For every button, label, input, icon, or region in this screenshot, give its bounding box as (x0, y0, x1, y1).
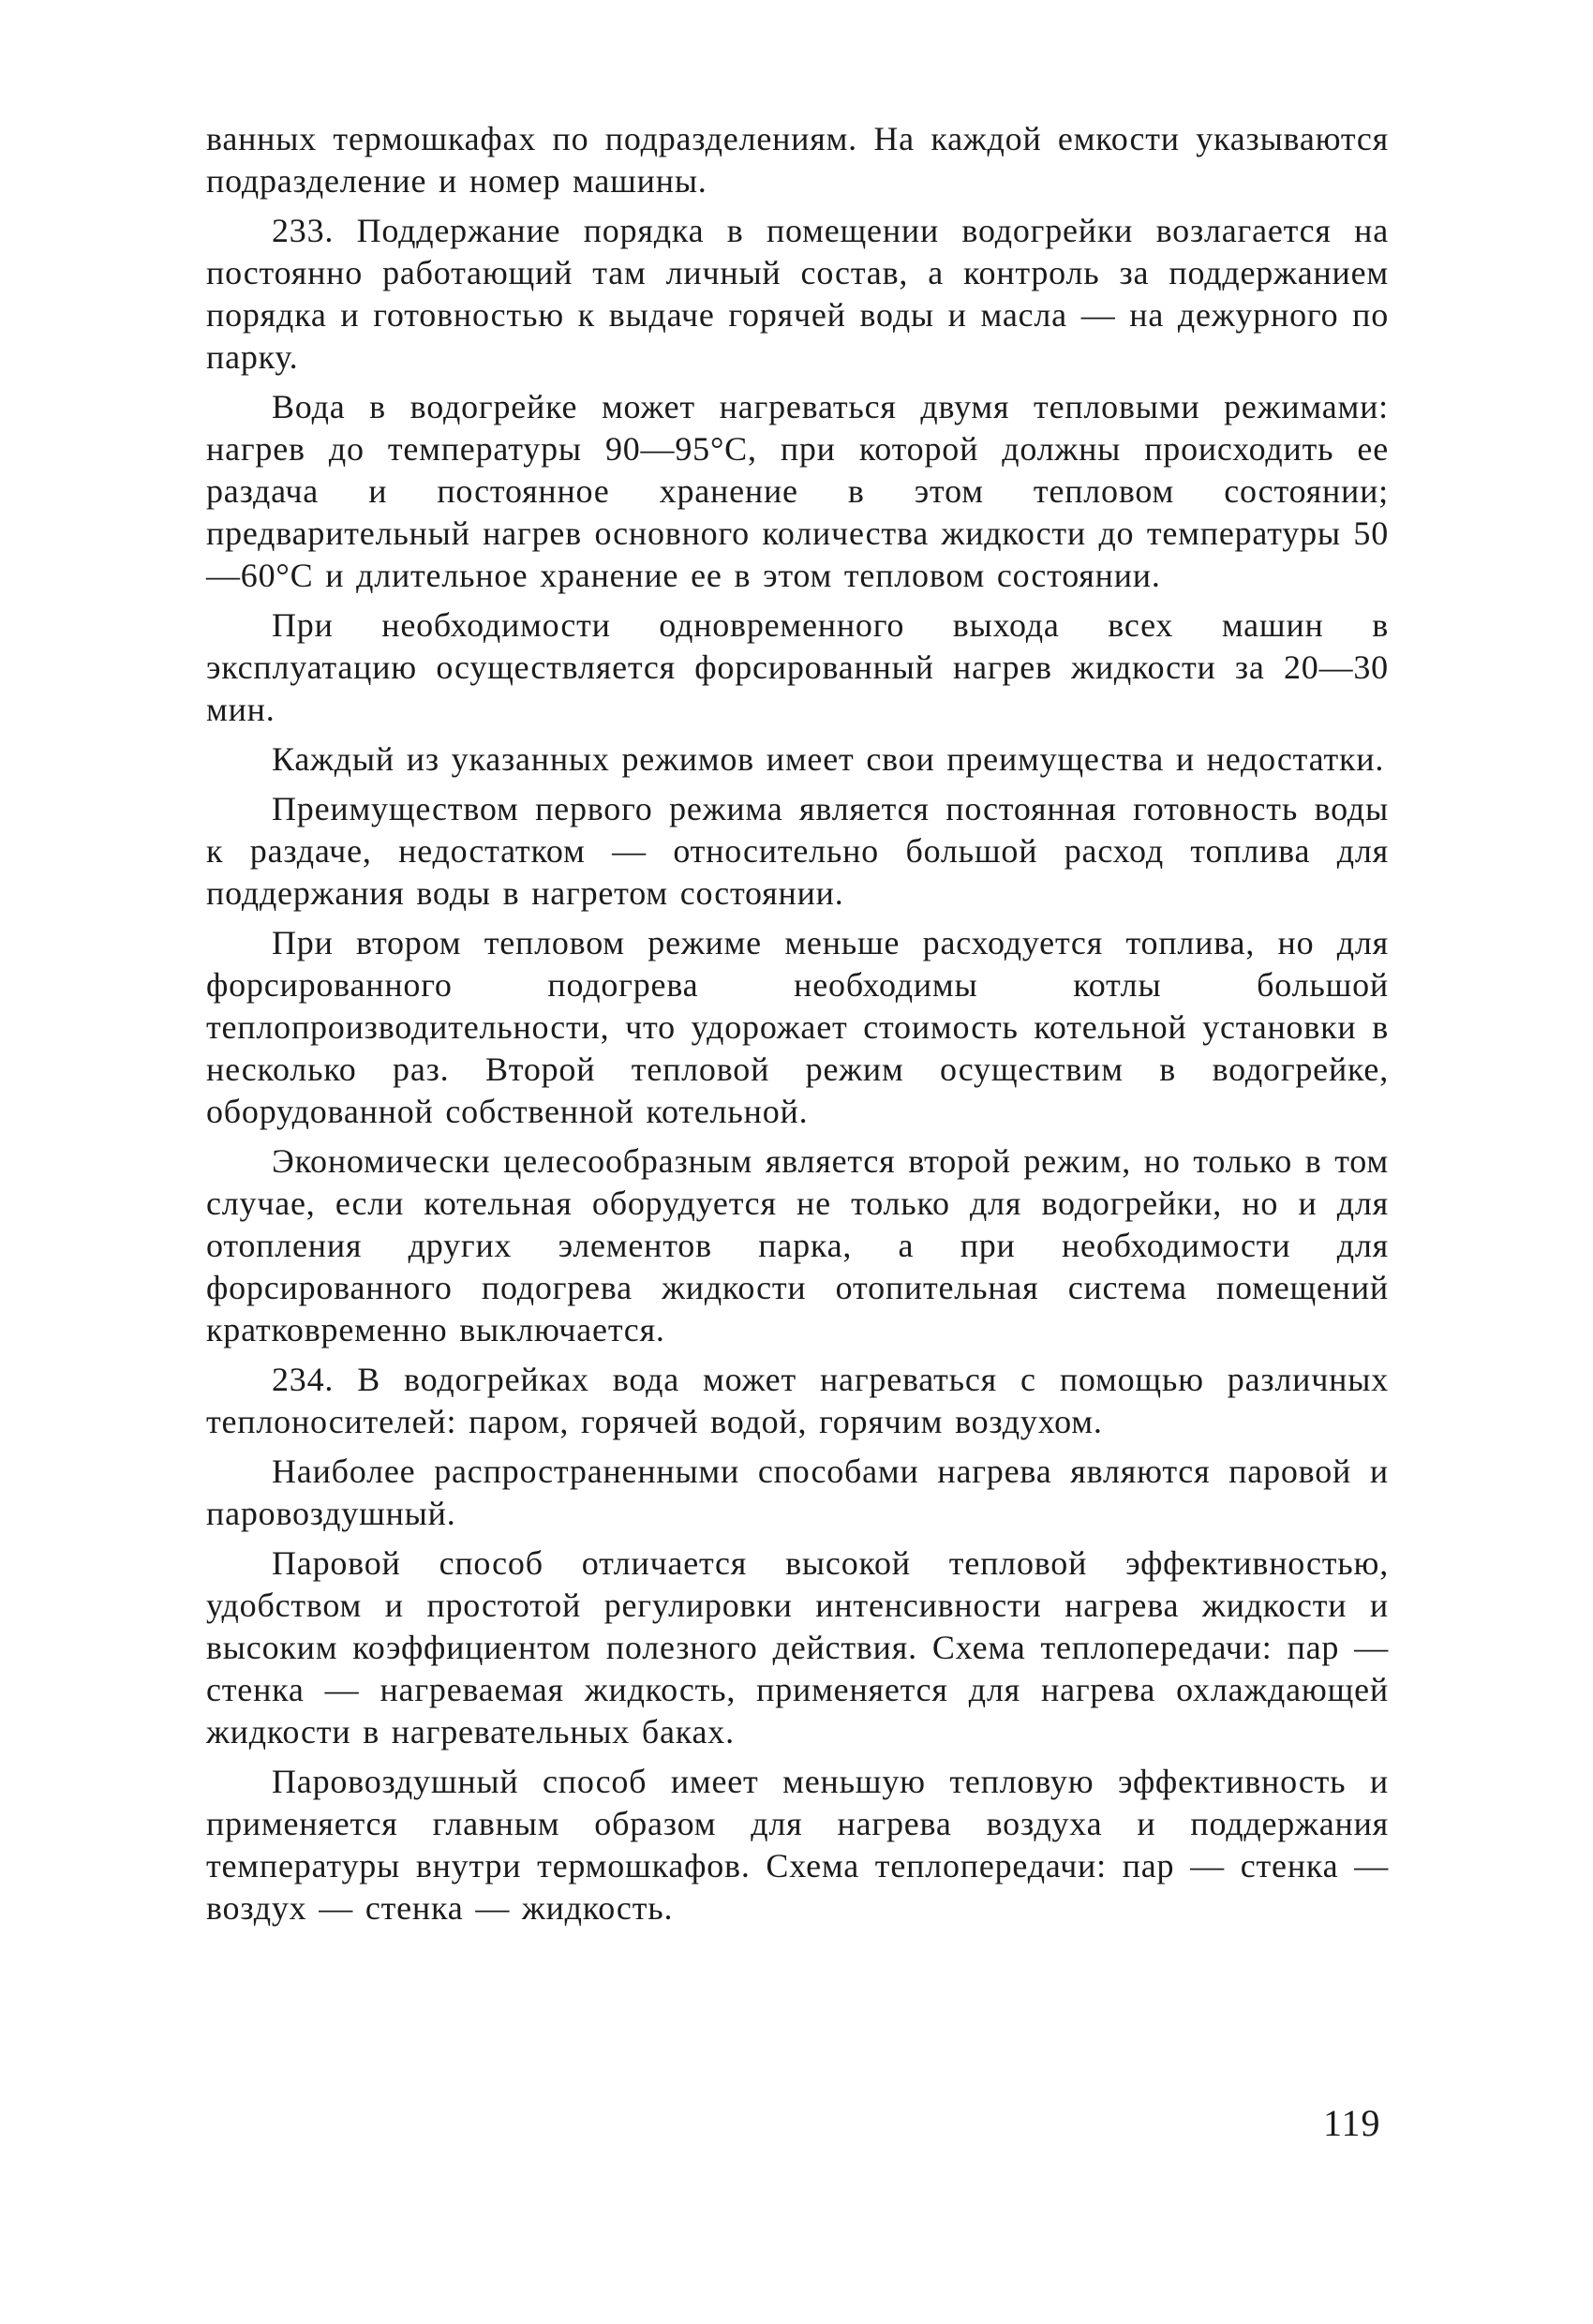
paragraph-first-mode: Преимуществом первого режима является постоянная готовность воды к раздаче, недостатком — относительно большой расход топлива для поддержания воды в нагретом состоянии. (206, 790, 1389, 912)
paragraph-modes-pros-cons: Каждый из указанных режимов имеет свои преимущества и недостатки. (272, 740, 1385, 778)
paragraph-common-methods: Наиболее распространенными способами нагрева являются паровой и паровоздушный. (206, 1452, 1389, 1532)
paragraph-steam-method: Паровой способ отличается высокой тепловой эффективностью, удобством и простотой регулировки интенсивности нагрева жидкости и высоким коэффициентом полезного действия. Схема теплопередачи: пар — стенка — нагреваемая жидкость, применяется для нагрева охлаждающей жидкости в нагревательных баках. (206, 1544, 1389, 1750)
paragraph-233: 233. Поддержание порядка в помещении водогрейки возлагается на постоянно работающий там личный состав, а контроль за поддержанием порядка и готовностью к выдаче горячей воды и масла — на дежурного по парку. (206, 212, 1389, 376)
paragraph-thermal-modes: Вода в водогрейке может нагреваться двумя тепловыми режимами: нагрев до температуры 90—95°С, при которой должны происходить ее раздача и постоянное хранение в этом тепловом состоянии; предварительный нагрев основного количества жидкости до температуры 50—60°С и длительное хранение ее в этом тепловом состоянии. (206, 388, 1389, 594)
paragraph-234: 234. В водогрейках вода может нагреваться с помощью различных теплоносителей: паром, горячей водой, горячим воздухом. (206, 1361, 1389, 1440)
paragraph-forced-heating: При необходимости одновременного выхода всех машин в эксплуатацию осуществляется форсированный нагрев жидкости за 20—30 мин. (206, 606, 1389, 728)
paragraph-second-mode: При втором тепловом режиме меньше расходуется топлива, но для форсированного подогрева необходимы котлы большой теплопроизводительности, что удорожает стоимость котельной установки в несколько раз. Второй тепловой режим осуществим в водогрейке, оборудованной собственной котельной. (206, 924, 1389, 1130)
paragraph-economic: Экономически целесообразным является второй режим, но только в том случае, если котельная оборудуется не только для водогрейки, но и для отопления других элементов парка, а при необходимости для форсированного подогрева жидкости отопительная система помещений кратковременно выключается. (206, 1142, 1389, 1348)
paragraph-steam-air-method: Паровоздушный способ имеет меньшую тепловую эффективность и применяется главным образом для нагрева воздуха и поддержания температуры внутри термошкафов. Схема теплопередачи: пар — стенка — воздух — стенка — жидкость. (206, 1763, 1389, 1927)
page-body (206, 118, 1389, 1937)
paragraph-continuation: ванных термошкафах по подразделениям. На каждой емкости указываются подразделение и номер машины. (206, 120, 1389, 200)
page-number: 119 (1323, 2102, 1381, 2144)
